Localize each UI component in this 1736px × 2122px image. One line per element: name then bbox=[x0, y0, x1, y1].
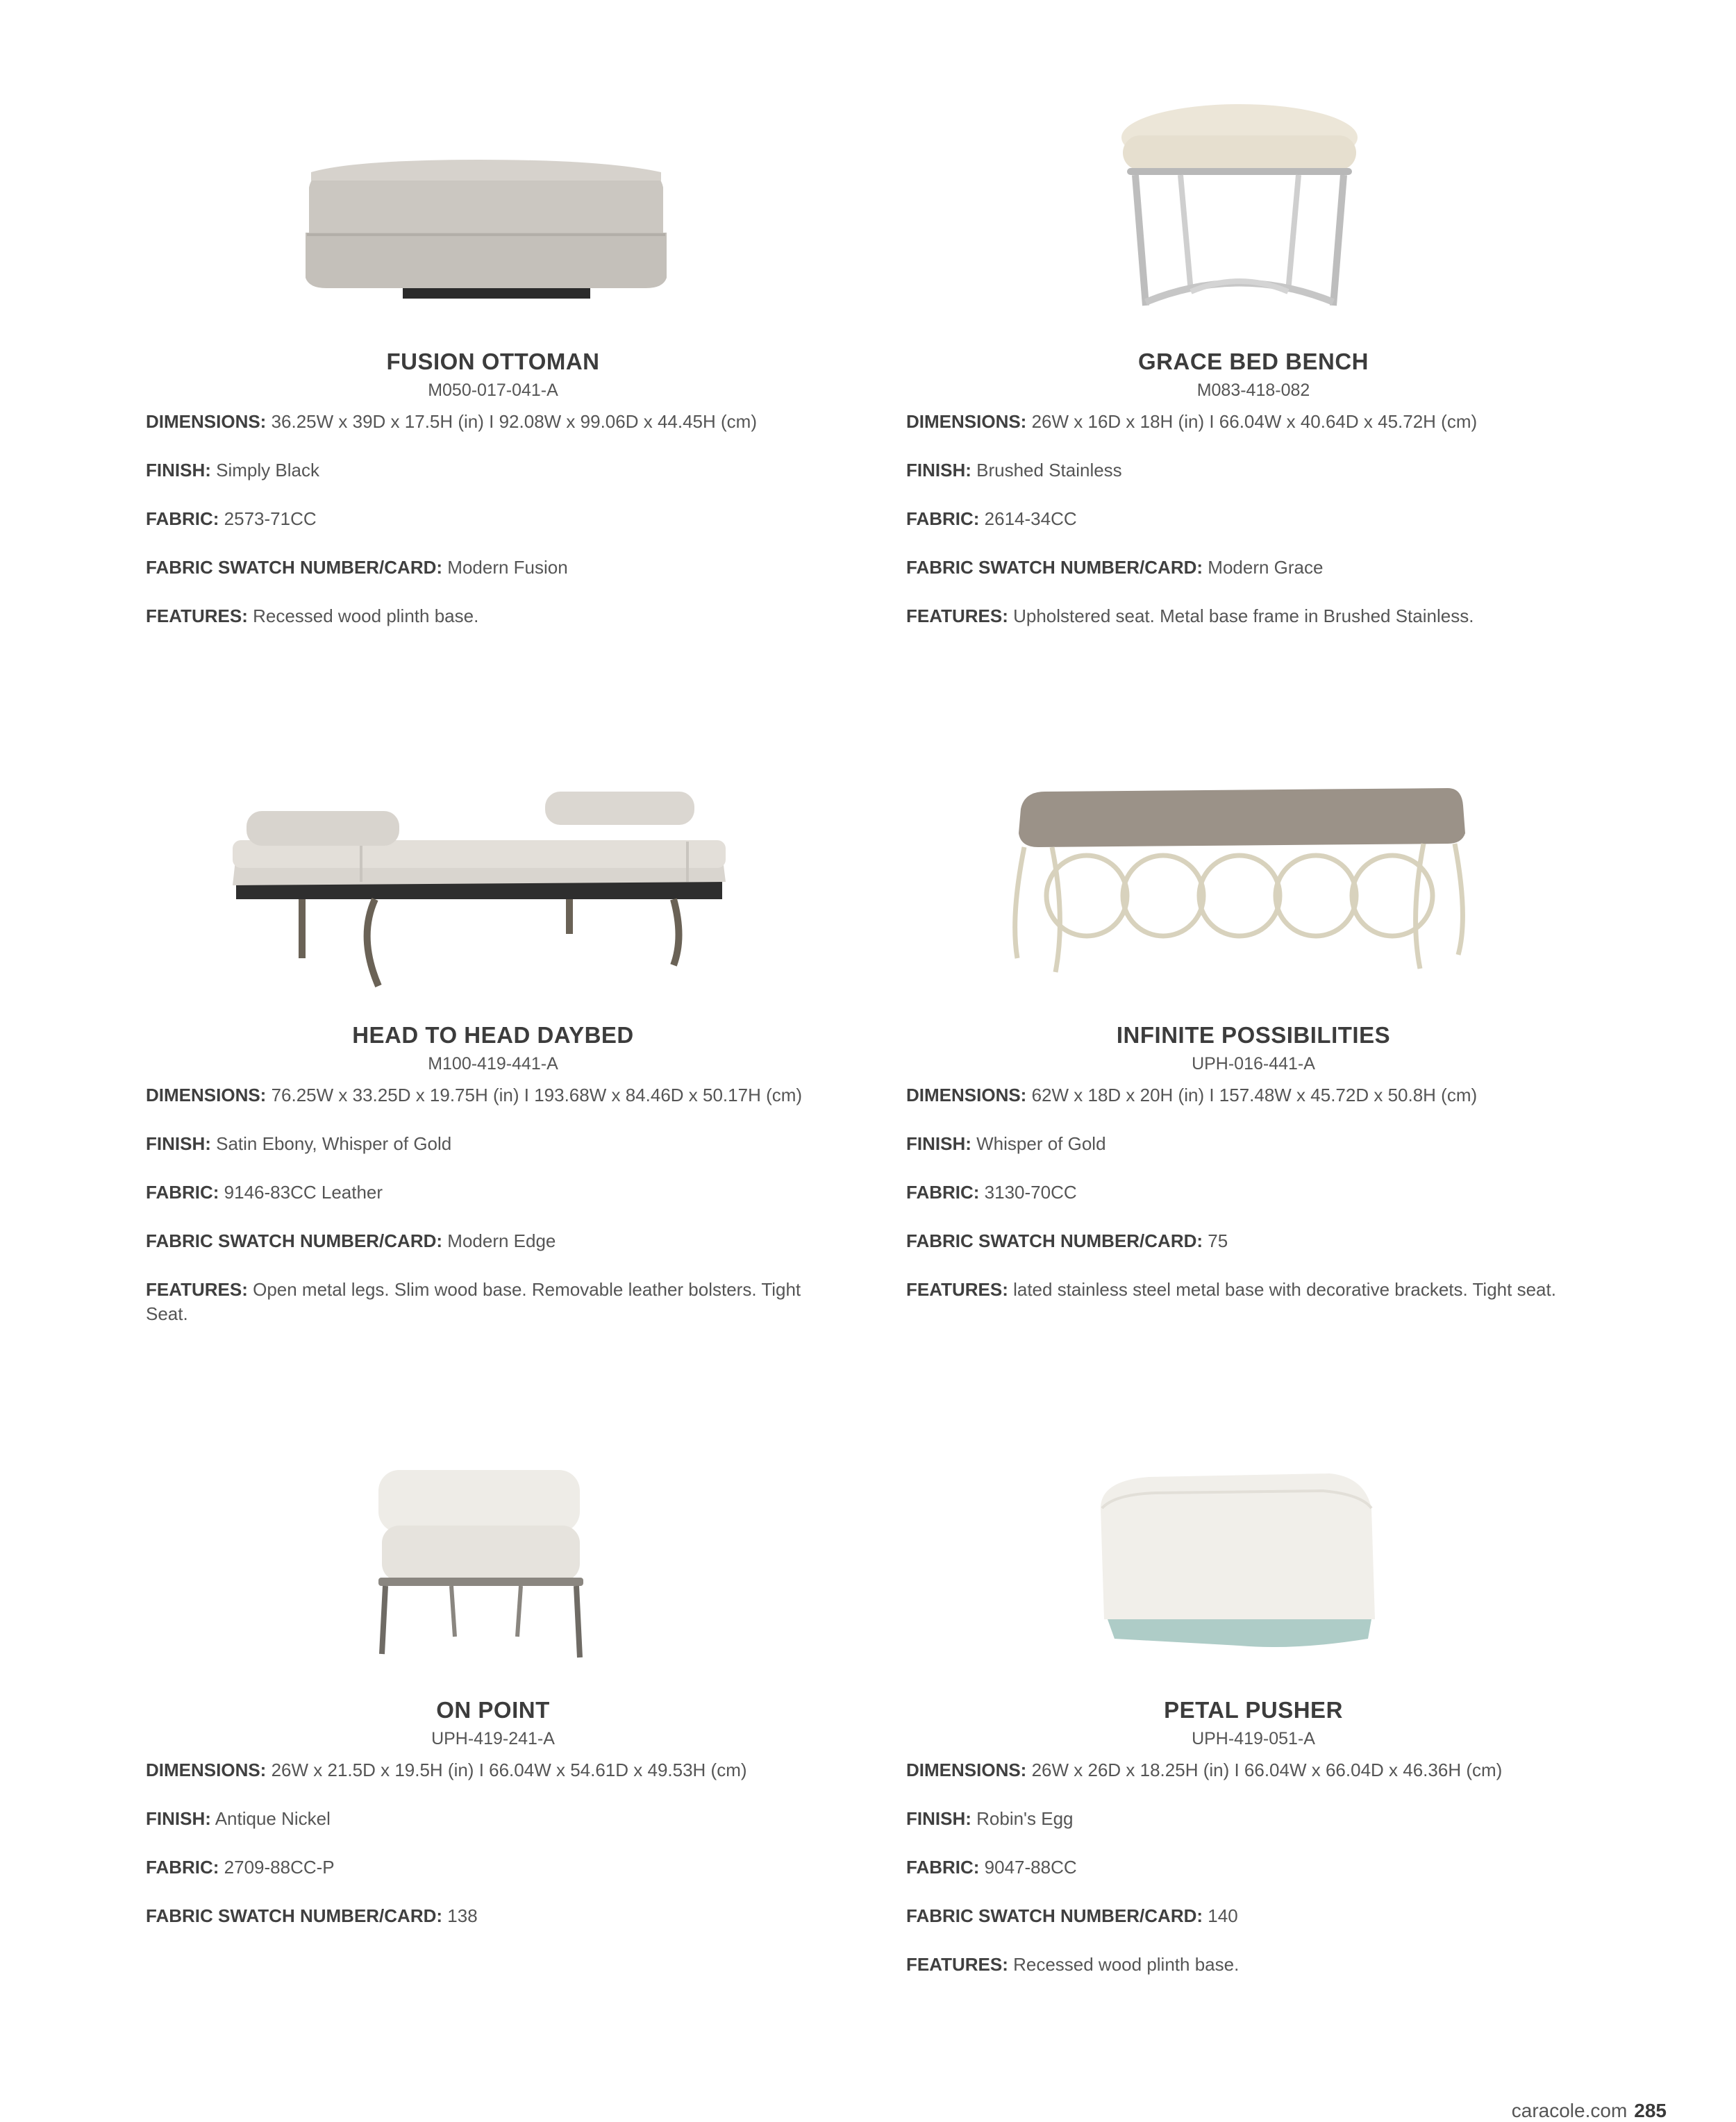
spec-fabric: FABRIC: 3130-70CC bbox=[906, 1182, 1077, 1203]
product-image-fusion-ottoman bbox=[146, 111, 840, 389]
product-image-on-point bbox=[146, 1460, 840, 1737]
product-sku: M050-017-041-A bbox=[428, 381, 558, 400]
spec-finish: FINISH: Simply Black bbox=[146, 460, 319, 481]
ottoman-illustration bbox=[146, 1460, 840, 1710]
product-title: GRACE BED BENCH bbox=[1137, 349, 1369, 374]
product-title: HEAD TO HEAD DAYBED bbox=[352, 1022, 634, 1048]
product-image-grace-bed-bench bbox=[906, 97, 1601, 375]
ottoman-illustration bbox=[146, 111, 840, 361]
product-infinite-possibilities bbox=[906, 743, 1601, 1368]
product-specs bbox=[146, 1083, 840, 1351]
product-specs bbox=[146, 1758, 840, 1953]
product-title: PETAL PUSHER bbox=[1164, 1697, 1343, 1723]
product-petal-pusher bbox=[906, 1418, 1601, 2008]
product-title: INFINITE POSSIBILITIES bbox=[1116, 1022, 1391, 1048]
site-url: caracole.com bbox=[1511, 2100, 1628, 2121]
product-specs bbox=[146, 410, 840, 653]
bench-illustration bbox=[906, 97, 1601, 361]
product-grace-bed-bench bbox=[906, 69, 1601, 660]
page-number: 285 bbox=[1634, 2100, 1667, 2121]
spec-swatch: FABRIC SWATCH NUMBER/CARD: 140 bbox=[906, 1905, 1238, 1926]
spec-dimensions: DIMENSIONS: 36.25W x 39D x 17.5H (in) I 92.08W x 99.06D x 44.45H (cm) bbox=[146, 411, 757, 432]
spec-swatch: FABRIC SWATCH NUMBER/CARD: 138 bbox=[146, 1905, 478, 1926]
spec-fabric: FABRIC: 9047-88CC bbox=[906, 1857, 1077, 1878]
spec-features: FEATURES: Upholstered seat. Metal base frame in Brushed Stainless. bbox=[906, 605, 1474, 626]
product-image-infinite-possibilities bbox=[906, 764, 1601, 1042]
spec-dimensions: DIMENSIONS: 26W x 21.5D x 19.5H (in) I 66.04W x 54.61D x 49.53H (cm) bbox=[146, 1760, 747, 1780]
product-image-petal-pusher bbox=[906, 1460, 1601, 1737]
spec-features: FEATURES: Recessed wood plinth base. bbox=[146, 605, 479, 626]
product-head-to-head-daybed bbox=[146, 743, 840, 1368]
spec-finish: FINISH: Whisper of Gold bbox=[906, 1133, 1106, 1154]
product-specs bbox=[906, 1083, 1601, 1326]
spec-finish: FINISH: Satin Ebony, Whisper of Gold bbox=[146, 1133, 452, 1154]
spec-dimensions: DIMENSIONS: 62W x 18D x 20H (in) I 157.48W x 45.72D x 50.8H (cm) bbox=[906, 1085, 1478, 1105]
spec-swatch: FABRIC SWATCH NUMBER/CARD: Modern Fusion bbox=[146, 557, 568, 578]
product-sku: UPH-419-241-A bbox=[431, 1729, 555, 1748]
product-fusion-ottoman bbox=[146, 69, 840, 660]
product-sku: UPH-016-441-A bbox=[1192, 1054, 1315, 1073]
spec-finish: FINISH: Brushed Stainless bbox=[906, 460, 1122, 481]
spec-fabric: FABRIC: 9146-83CC Leather bbox=[146, 1182, 383, 1203]
spec-fabric: FABRIC: 2709-88CC-P bbox=[146, 1857, 335, 1878]
spec-features: FEATURES: lated stainless steel metal base with decorative brackets. Tight seat. bbox=[906, 1279, 1556, 1300]
spec-finish: FINISH: Antique Nickel bbox=[146, 1808, 331, 1829]
product-sku: UPH-419-051-A bbox=[1192, 1729, 1315, 1748]
daybed-illustration bbox=[146, 778, 840, 1042]
spec-finish: FINISH: Robin's Egg bbox=[906, 1808, 1074, 1829]
spec-fabric: FABRIC: 2573-71CC bbox=[146, 508, 317, 529]
spec-dimensions: DIMENSIONS: 26W x 16D x 18H (in) I 66.04W x 40.64D x 45.72H (cm) bbox=[906, 411, 1478, 432]
spec-swatch: FABRIC SWATCH NUMBER/CARD: Modern Edge bbox=[146, 1230, 556, 1251]
bench-illustration bbox=[906, 764, 1601, 1028]
spec-dimensions: DIMENSIONS: 76.25W x 33.25D x 19.75H (in) I 193.68W x 84.46D x 50.17H (cm) bbox=[146, 1085, 803, 1105]
spec-swatch: FABRIC SWATCH NUMBER/CARD: Modern Grace bbox=[906, 557, 1324, 578]
ottoman-illustration bbox=[906, 1460, 1601, 1710]
page-footer bbox=[1512, 2100, 1667, 2122]
product-specs bbox=[906, 1758, 1601, 2001]
product-sku: M100-419-441-A bbox=[428, 1054, 558, 1073]
product-sku: M083-418-082 bbox=[1196, 381, 1310, 400]
product-title: ON POINT bbox=[436, 1697, 550, 1723]
product-image-head-to-head-daybed bbox=[146, 778, 840, 1055]
product-specs bbox=[906, 410, 1601, 653]
spec-features: FEATURES: Recessed wood plinth base. bbox=[906, 1954, 1240, 1975]
spec-features: FEATURES: Open metal legs. Slim wood base. Removable leather bolsters. Tight Seat. bbox=[146, 1279, 801, 1324]
spec-swatch: FABRIC SWATCH NUMBER/CARD: 75 bbox=[906, 1230, 1228, 1251]
spec-dimensions: DIMENSIONS: 26W x 26D x 18.25H (in) I 66.04W x 66.04D x 46.36H (cm) bbox=[906, 1760, 1503, 1780]
spec-fabric: FABRIC: 2614-34CC bbox=[906, 508, 1077, 529]
product-on-point bbox=[146, 1418, 840, 2008]
product-title: FUSION OTTOMAN bbox=[386, 349, 600, 374]
